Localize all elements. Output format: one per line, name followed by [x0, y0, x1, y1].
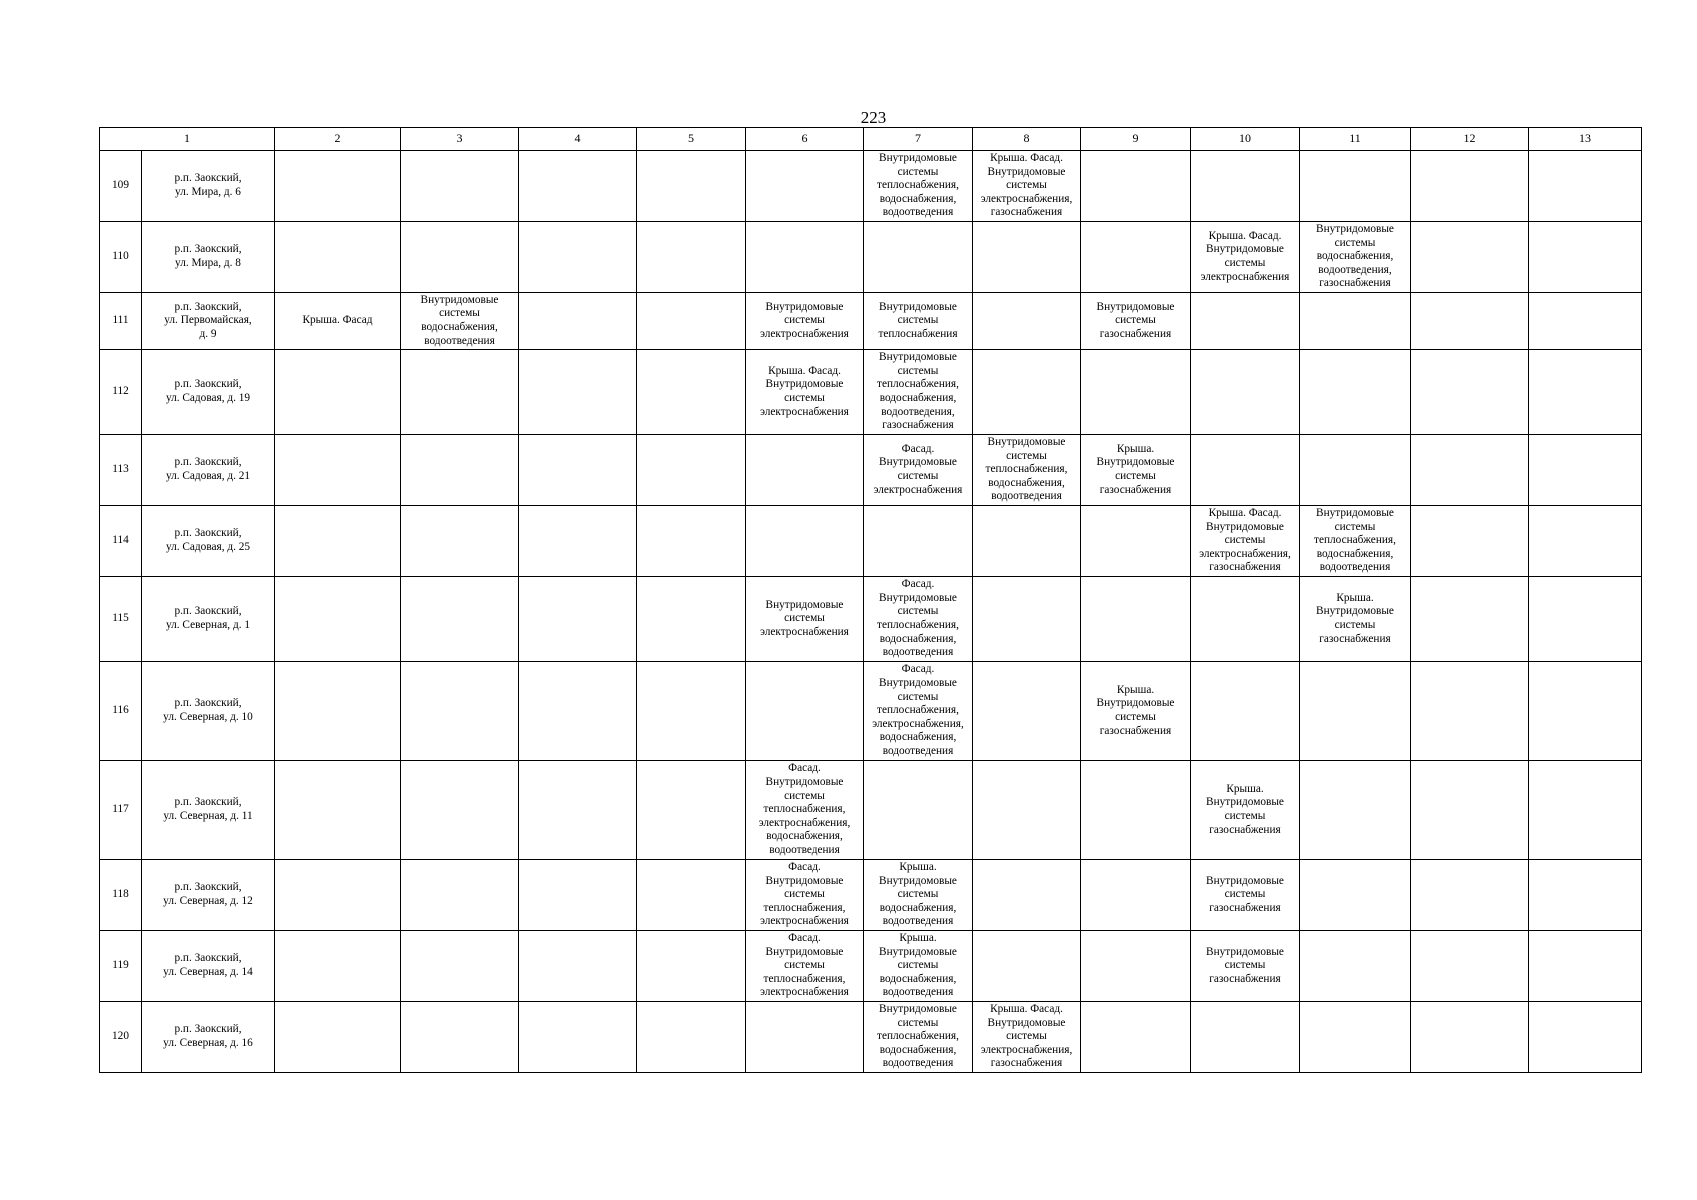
table-cell [1081, 1002, 1191, 1073]
table-cell: Фасад. Внутридомовые системы теплоснабжения, электроснабжения [746, 860, 864, 931]
table-cell [637, 435, 746, 506]
table-cell [746, 151, 864, 222]
address-cell: р.п. Заокский, ул. Северная, д. 12 [142, 860, 275, 931]
table-cell [1081, 506, 1191, 577]
column-header: 6 [746, 128, 864, 151]
table-row [100, 151, 1642, 222]
table-cell: Фасад. Внутридомовые системы теплоснабжения, водоснабжения, водоотведения [864, 577, 973, 662]
table-cell [637, 577, 746, 662]
table-cell [401, 931, 519, 1002]
table-cell [1411, 506, 1529, 577]
table-row [100, 350, 1642, 435]
table-cell [1529, 293, 1642, 350]
table-cell [275, 577, 401, 662]
table-cell [1411, 435, 1529, 506]
table-cell: Крыша. Внутридомовые системы газоснабжения [1081, 662, 1191, 761]
table-cell [1300, 931, 1411, 1002]
column-header: 13 [1529, 128, 1642, 151]
table-cell [519, 761, 637, 860]
table-cell [1191, 350, 1300, 435]
table-cell [1411, 151, 1529, 222]
table-cell [519, 860, 637, 931]
table-row [100, 860, 1642, 931]
table-cell [637, 761, 746, 860]
table-cell: Внутридомовые системы теплоснабжения, водоснабжения, водоотведения [864, 151, 973, 222]
table-cell [519, 1002, 637, 1073]
table-cell [637, 350, 746, 435]
table-cell [637, 931, 746, 1002]
header-row [100, 128, 1642, 151]
address-cell: р.п. Заокский, ул. Садовая, д. 25 [142, 506, 275, 577]
table-cell [401, 222, 519, 293]
row-number: 117 [100, 761, 142, 860]
table-cell: Крыша. Внутридомовые системы газоснабжения [1191, 761, 1300, 860]
table-row [100, 506, 1642, 577]
table-cell: Крыша. Внутридомовые системы газоснабжения [1081, 435, 1191, 506]
table-cell [1081, 350, 1191, 435]
table-cell: Фасад. Внутридомовые системы электроснабжения [864, 435, 973, 506]
table-cell [1191, 435, 1300, 506]
table-cell [1081, 761, 1191, 860]
row-number: 114 [100, 506, 142, 577]
column-header: 1 [100, 128, 275, 151]
table-cell [637, 1002, 746, 1073]
row-number: 118 [100, 860, 142, 931]
table-cell [1529, 151, 1642, 222]
table-cell [637, 222, 746, 293]
table-cell [275, 1002, 401, 1073]
table-cell [637, 151, 746, 222]
table-cell: Фасад. Внутридомовые системы теплоснабжения, электроснабжения, водоснабжения, водоотведения [746, 761, 864, 860]
table-cell [1529, 860, 1642, 931]
table-cell [973, 931, 1081, 1002]
table-cell [275, 761, 401, 860]
table-cell [1529, 577, 1642, 662]
page-number: 223 [860, 108, 887, 127]
table-cell [1081, 860, 1191, 931]
row-number: 112 [100, 350, 142, 435]
column-header: 3 [401, 128, 519, 151]
table-cell [973, 761, 1081, 860]
table-cell [1529, 350, 1642, 435]
table-cell [1411, 1002, 1529, 1073]
table-cell [973, 860, 1081, 931]
column-header: 9 [1081, 128, 1191, 151]
table-cell [519, 435, 637, 506]
row-number: 120 [100, 1002, 142, 1073]
column-header: 11 [1300, 128, 1411, 151]
table-cell [519, 293, 637, 350]
column-header: 4 [519, 128, 637, 151]
table-cell [746, 222, 864, 293]
table-cell [1411, 761, 1529, 860]
table-cell [275, 662, 401, 761]
table-cell [275, 222, 401, 293]
table-cell [973, 222, 1081, 293]
table-cell: Внутридомовые системы водоснабжения, водоотведения [401, 293, 519, 350]
column-header: 8 [973, 128, 1081, 151]
table-row [100, 662, 1642, 761]
column-header: 5 [637, 128, 746, 151]
column-header: 12 [1411, 128, 1529, 151]
table-cell [1411, 577, 1529, 662]
table-cell [1411, 293, 1529, 350]
table-cell [973, 293, 1081, 350]
table-cell [1411, 662, 1529, 761]
table-cell [973, 350, 1081, 435]
table-cell [1300, 151, 1411, 222]
table-cell [1081, 577, 1191, 662]
table-cell [275, 860, 401, 931]
table-cell [864, 506, 973, 577]
table-cell: Крыша. Фасад. Внутридомовые системы электроснабжения, газоснабжения [1191, 506, 1300, 577]
table-cell [1300, 435, 1411, 506]
table-cell [1300, 293, 1411, 350]
table-cell [275, 350, 401, 435]
table-cell: Крыша. Фасад. Внутридомовые системы электроснабжения, газоснабжения [973, 151, 1081, 222]
table-cell [1529, 931, 1642, 1002]
table-row [100, 222, 1642, 293]
row-number: 113 [100, 435, 142, 506]
table-cell [1529, 1002, 1642, 1073]
address-cell: р.п. Заокский, ул. Мира, д. 8 [142, 222, 275, 293]
table-row [100, 293, 1642, 350]
table-cell [1411, 860, 1529, 931]
table-row [100, 761, 1642, 860]
address-cell: р.п. Заокский, ул. Мира, д. 6 [142, 151, 275, 222]
table-cell: Внутридомовые системы газоснабжения [1191, 860, 1300, 931]
address-cell: р.п. Заокский, ул. Садовая, д. 19 [142, 350, 275, 435]
table-cell [973, 662, 1081, 761]
table-cell: Фасад. Внутридомовые системы теплоснабжения, электроснабжения, водоснабжения, водоотведения [864, 662, 973, 761]
table-cell: Внутридомовые системы газоснабжения [1191, 931, 1300, 1002]
table-cell [1191, 577, 1300, 662]
table-cell [401, 151, 519, 222]
table-cell [401, 1002, 519, 1073]
table-cell: Внутридомовые системы электроснабжения [746, 577, 864, 662]
table-cell [1529, 222, 1642, 293]
table-cell: Крыша. Внутридомовые системы водоснабжения, водоотведения [864, 860, 973, 931]
table-cell [1081, 931, 1191, 1002]
table-cell: Внутридомовые системы водоснабжения, водоотведения, газоснабжения [1300, 222, 1411, 293]
table-cell: Внутридомовые системы электроснабжения [746, 293, 864, 350]
table-cell: Крыша. Внутридомовые системы водоснабжения, водоотведения [864, 931, 973, 1002]
table-cell [519, 222, 637, 293]
table-cell [864, 222, 973, 293]
table-cell [519, 350, 637, 435]
table-cell [746, 1002, 864, 1073]
row-number: 110 [100, 222, 142, 293]
table-cell [973, 506, 1081, 577]
table-cell [746, 662, 864, 761]
table-row [100, 577, 1642, 662]
table-cell: Внутридомовые системы теплоснабжения, водоснабжения, водоотведения [1300, 506, 1411, 577]
row-number: 119 [100, 931, 142, 1002]
repair-schedule-table [99, 127, 1642, 1073]
table-cell [275, 506, 401, 577]
address-cell: р.п. Заокский, ул. Северная, д. 10 [142, 662, 275, 761]
table-cell [1191, 151, 1300, 222]
table-cell [1081, 222, 1191, 293]
address-cell: р.п. Заокский, ул. Северная, д. 16 [142, 1002, 275, 1073]
table-cell [275, 931, 401, 1002]
table-cell [401, 761, 519, 860]
column-header: 2 [275, 128, 401, 151]
table-cell [973, 577, 1081, 662]
table-cell [401, 662, 519, 761]
table-cell [519, 931, 637, 1002]
table-cell: Внутридомовые системы теплоснабжения, водоснабжения, водоотведения [864, 1002, 973, 1073]
table-cell [637, 860, 746, 931]
address-cell: р.п. Заокский, ул. Первомайская, д. 9 [142, 293, 275, 350]
table-cell [1300, 662, 1411, 761]
column-header: 10 [1191, 128, 1300, 151]
table-cell [1300, 1002, 1411, 1073]
table-cell [637, 293, 746, 350]
address-cell: р.п. Заокский, ул. Северная, д. 1 [142, 577, 275, 662]
table-cell: Крыша. Фасад [275, 293, 401, 350]
table-row [100, 435, 1642, 506]
table-cell: Внутридомовые системы газоснабжения [1081, 293, 1191, 350]
table-cell [1411, 350, 1529, 435]
table-cell [519, 506, 637, 577]
table-cell [519, 577, 637, 662]
row-number: 115 [100, 577, 142, 662]
table-cell [401, 577, 519, 662]
table-cell: Внутридомовые системы теплоснабжения [864, 293, 973, 350]
table-cell: Крыша. Фасад. Внутридомовые системы электроснабжения, газоснабжения [973, 1002, 1081, 1073]
column-header: 7 [864, 128, 973, 151]
table-cell [401, 435, 519, 506]
address-cell: р.п. Заокский, ул. Северная, д. 11 [142, 761, 275, 860]
table-cell [637, 662, 746, 761]
table-cell [1529, 506, 1642, 577]
table-cell [1300, 761, 1411, 860]
row-number: 109 [100, 151, 142, 222]
table-cell [1529, 662, 1642, 761]
table-cell [1411, 222, 1529, 293]
table-cell [1411, 931, 1529, 1002]
table-cell [275, 151, 401, 222]
table-cell: Внутридомовые системы теплоснабжения, водоснабжения, водоотведения, газоснабжения [864, 350, 973, 435]
table-row [100, 931, 1642, 1002]
table-cell [746, 506, 864, 577]
table-cell [519, 662, 637, 761]
table-cell: Внутридомовые системы теплоснабжения, водоснабжения, водоотведения [973, 435, 1081, 506]
table-cell [275, 435, 401, 506]
table-cell [637, 506, 746, 577]
table-cell [1300, 350, 1411, 435]
table-cell: Крыша. Внутридомовые системы газоснабжения [1300, 577, 1411, 662]
row-number: 116 [100, 662, 142, 761]
address-cell: р.п. Заокский, ул. Садовая, д. 21 [142, 435, 275, 506]
table-cell [1529, 435, 1642, 506]
table-cell [864, 761, 973, 860]
table-cell: Крыша. Фасад. Внутридомовые системы электроснабжения [746, 350, 864, 435]
row-number: 111 [100, 293, 142, 350]
table-cell [401, 506, 519, 577]
table-cell [519, 151, 637, 222]
table-cell [1300, 860, 1411, 931]
table-cell [1529, 761, 1642, 860]
table-cell: Крыша. Фасад. Внутридомовые системы электроснабжения [1191, 222, 1300, 293]
table-cell [1191, 293, 1300, 350]
table-cell [746, 435, 864, 506]
table-cell [1081, 151, 1191, 222]
table-cell [401, 350, 519, 435]
table-cell [401, 860, 519, 931]
address-cell: р.п. Заокский, ул. Северная, д. 14 [142, 931, 275, 1002]
table-cell [1191, 1002, 1300, 1073]
table-row [100, 1002, 1642, 1073]
table-cell: Фасад. Внутридомовые системы теплоснабжения, электроснабжения [746, 931, 864, 1002]
table-cell [1191, 662, 1300, 761]
